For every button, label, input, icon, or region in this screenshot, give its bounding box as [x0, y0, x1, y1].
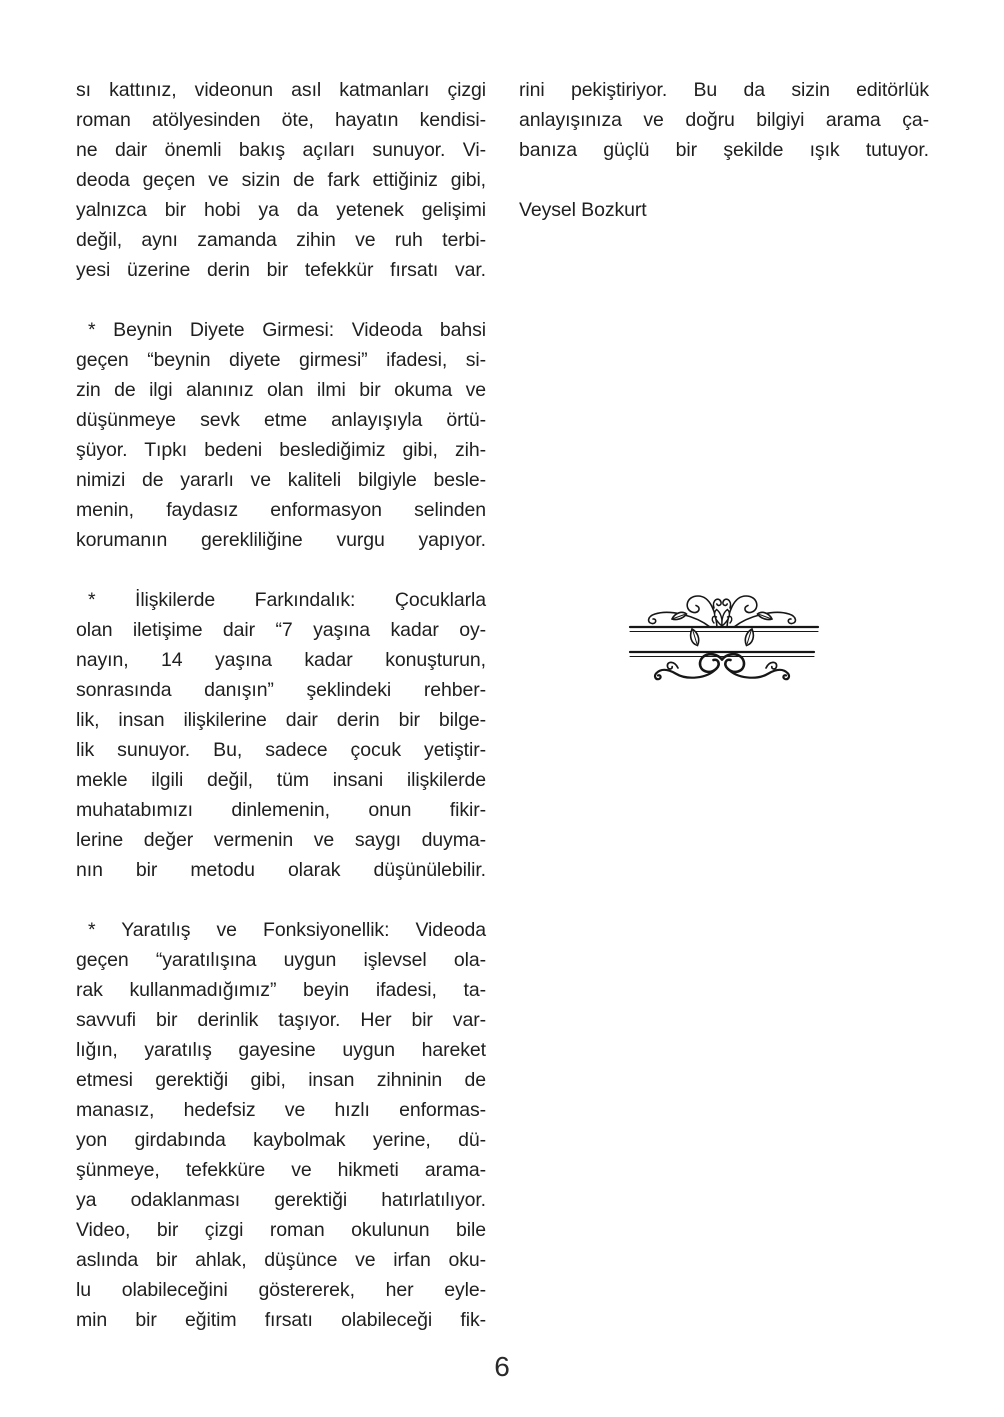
text-line: lu olabileceğini göstererek, her eyle-: [76, 1279, 486, 1301]
text-line: banıza güçlü bir şekilde ışık tutuyor.: [519, 139, 929, 161]
text-line: yon girdabında kaybolmak yerine, dü-: [76, 1129, 486, 1151]
text-line: mekle ilgili değil, tüm insani ilişkilerde: [76, 769, 486, 791]
bottom-scroll-right: [722, 654, 789, 679]
text-line: zin de ilgi alanınız olan ilmi bir okuma ve: [76, 379, 486, 401]
paragraph: [519, 75, 929, 165]
text-line: etmesi gerektiği gibi, insan zihninin de: [76, 1069, 486, 1091]
text-line: min bir eğitim fırsatı olabileceği fik-: [76, 1309, 486, 1331]
top-center-crest: [712, 610, 731, 627]
text-line: korumanın gerekliliğine vurgu yapıyor.: [76, 529, 486, 551]
text-line: yalnızca bir hobi ya da yetenek gelişimi: [76, 199, 486, 221]
text-line: değil, aynı zamanda zihin ve ruh terbi-: [76, 229, 486, 251]
text-line: Video, bir çizgi roman okulunun bile: [76, 1219, 486, 1241]
flourish-divider-ornament: [622, 583, 822, 693]
text-line: rini pekiştiriyor. Bu da sizin editörlük: [519, 79, 929, 101]
author-signature: Veysel Bozkurt: [519, 199, 647, 221]
text-line: ne dair önemli bakış açıları sunuyor. Vi-: [76, 139, 486, 161]
text-line: menin, faydasız enformasyon selinden: [76, 499, 486, 521]
text-line: yesi üzerine derin bir tefekkür fırsatı var.: [76, 259, 486, 281]
top-flourish-left: [649, 596, 722, 646]
text-line: lik sunuyor. Bu, sadece çocuk yetiştir-: [76, 739, 486, 761]
left-text-column: [76, 75, 486, 1365]
text-line: sı kattınız, videonun asıl katmanları çizgi: [76, 79, 486, 101]
top-flourish-right: [723, 596, 796, 646]
text-line: ya odaklanması gerektiği hatırlatılıyor.: [76, 1189, 486, 1211]
paragraph: [76, 585, 486, 885]
text-line: lik, insan ilişkilerine dair derin bir bilge-: [76, 709, 486, 731]
right-column-paragraphs: [519, 75, 929, 165]
text-line: geçen “yaratılışına uygun işlevsel ola-: [76, 949, 486, 971]
text-line: savvufi bir derinlik taşıyor. Her bir var-: [76, 1009, 486, 1031]
page-number: 6: [494, 1351, 510, 1382]
text-line: şünmeye, tefekküre ve hikmeti arama-: [76, 1159, 486, 1181]
text-line: lığın, yaratılış gayesine uygun hareket: [76, 1039, 486, 1061]
text-line: şüyor. Tıpkı bedeni beslediğimiz gibi, zih-: [76, 439, 486, 461]
text-line: lerine değer vermenin ve saygı duyma-: [76, 829, 486, 851]
text-line: muhatabımızı dinlemenin, onun fikir-: [76, 799, 486, 821]
text-line: rak kullanmadığımız” beyin ifadesi, ta-: [76, 979, 486, 1001]
text-line: anlayışınıza ve doğru bilgiyi arama ça-: [519, 109, 929, 131]
paragraph: [76, 915, 486, 1335]
bottom-scroll-left: [655, 654, 722, 679]
text-line: nın bir metodu olarak düşünülebilir.: [76, 859, 486, 881]
text-line: deoda geçen ve sizin de fark ettiğiniz gibi,: [76, 169, 486, 191]
text-line: nimizi de yararlı ve kaliteli bilgiyle besle-: [76, 469, 486, 491]
text-line: aslında bir ahlak, düşünce ve irfan oku-: [76, 1249, 486, 1271]
text-line: roman atölyesinden öte, hayatın kendisi-: [76, 109, 486, 131]
text-line: * İlişkilerde Farkındalık: Çocuklarla: [88, 589, 486, 611]
paragraph: [76, 75, 486, 285]
text-line: geçen “beynin diyete girmesi” ifadesi, si-: [76, 349, 486, 371]
paragraph: [76, 315, 486, 555]
text-line: * Yaratılış ve Fonksiyonellik: Videoda: [88, 919, 486, 941]
text-line: * Beynin Diyete Girmesi: Videoda bahsi: [88, 319, 486, 341]
text-line: manasız, hedefsiz ve hızlı enformas-: [76, 1099, 486, 1121]
text-line: olan iletişime dair “7 yaşına kadar oy-: [76, 619, 486, 641]
text-line: sonrasında danışın” şeklindeki rehber-: [76, 679, 486, 701]
text-line: nayın, 14 yaşına kadar konuşturun,: [76, 649, 486, 671]
text-line: düşünmeye sevk etme anlayışıyla örtü-: [76, 409, 486, 431]
right-text-column: [519, 75, 929, 225]
